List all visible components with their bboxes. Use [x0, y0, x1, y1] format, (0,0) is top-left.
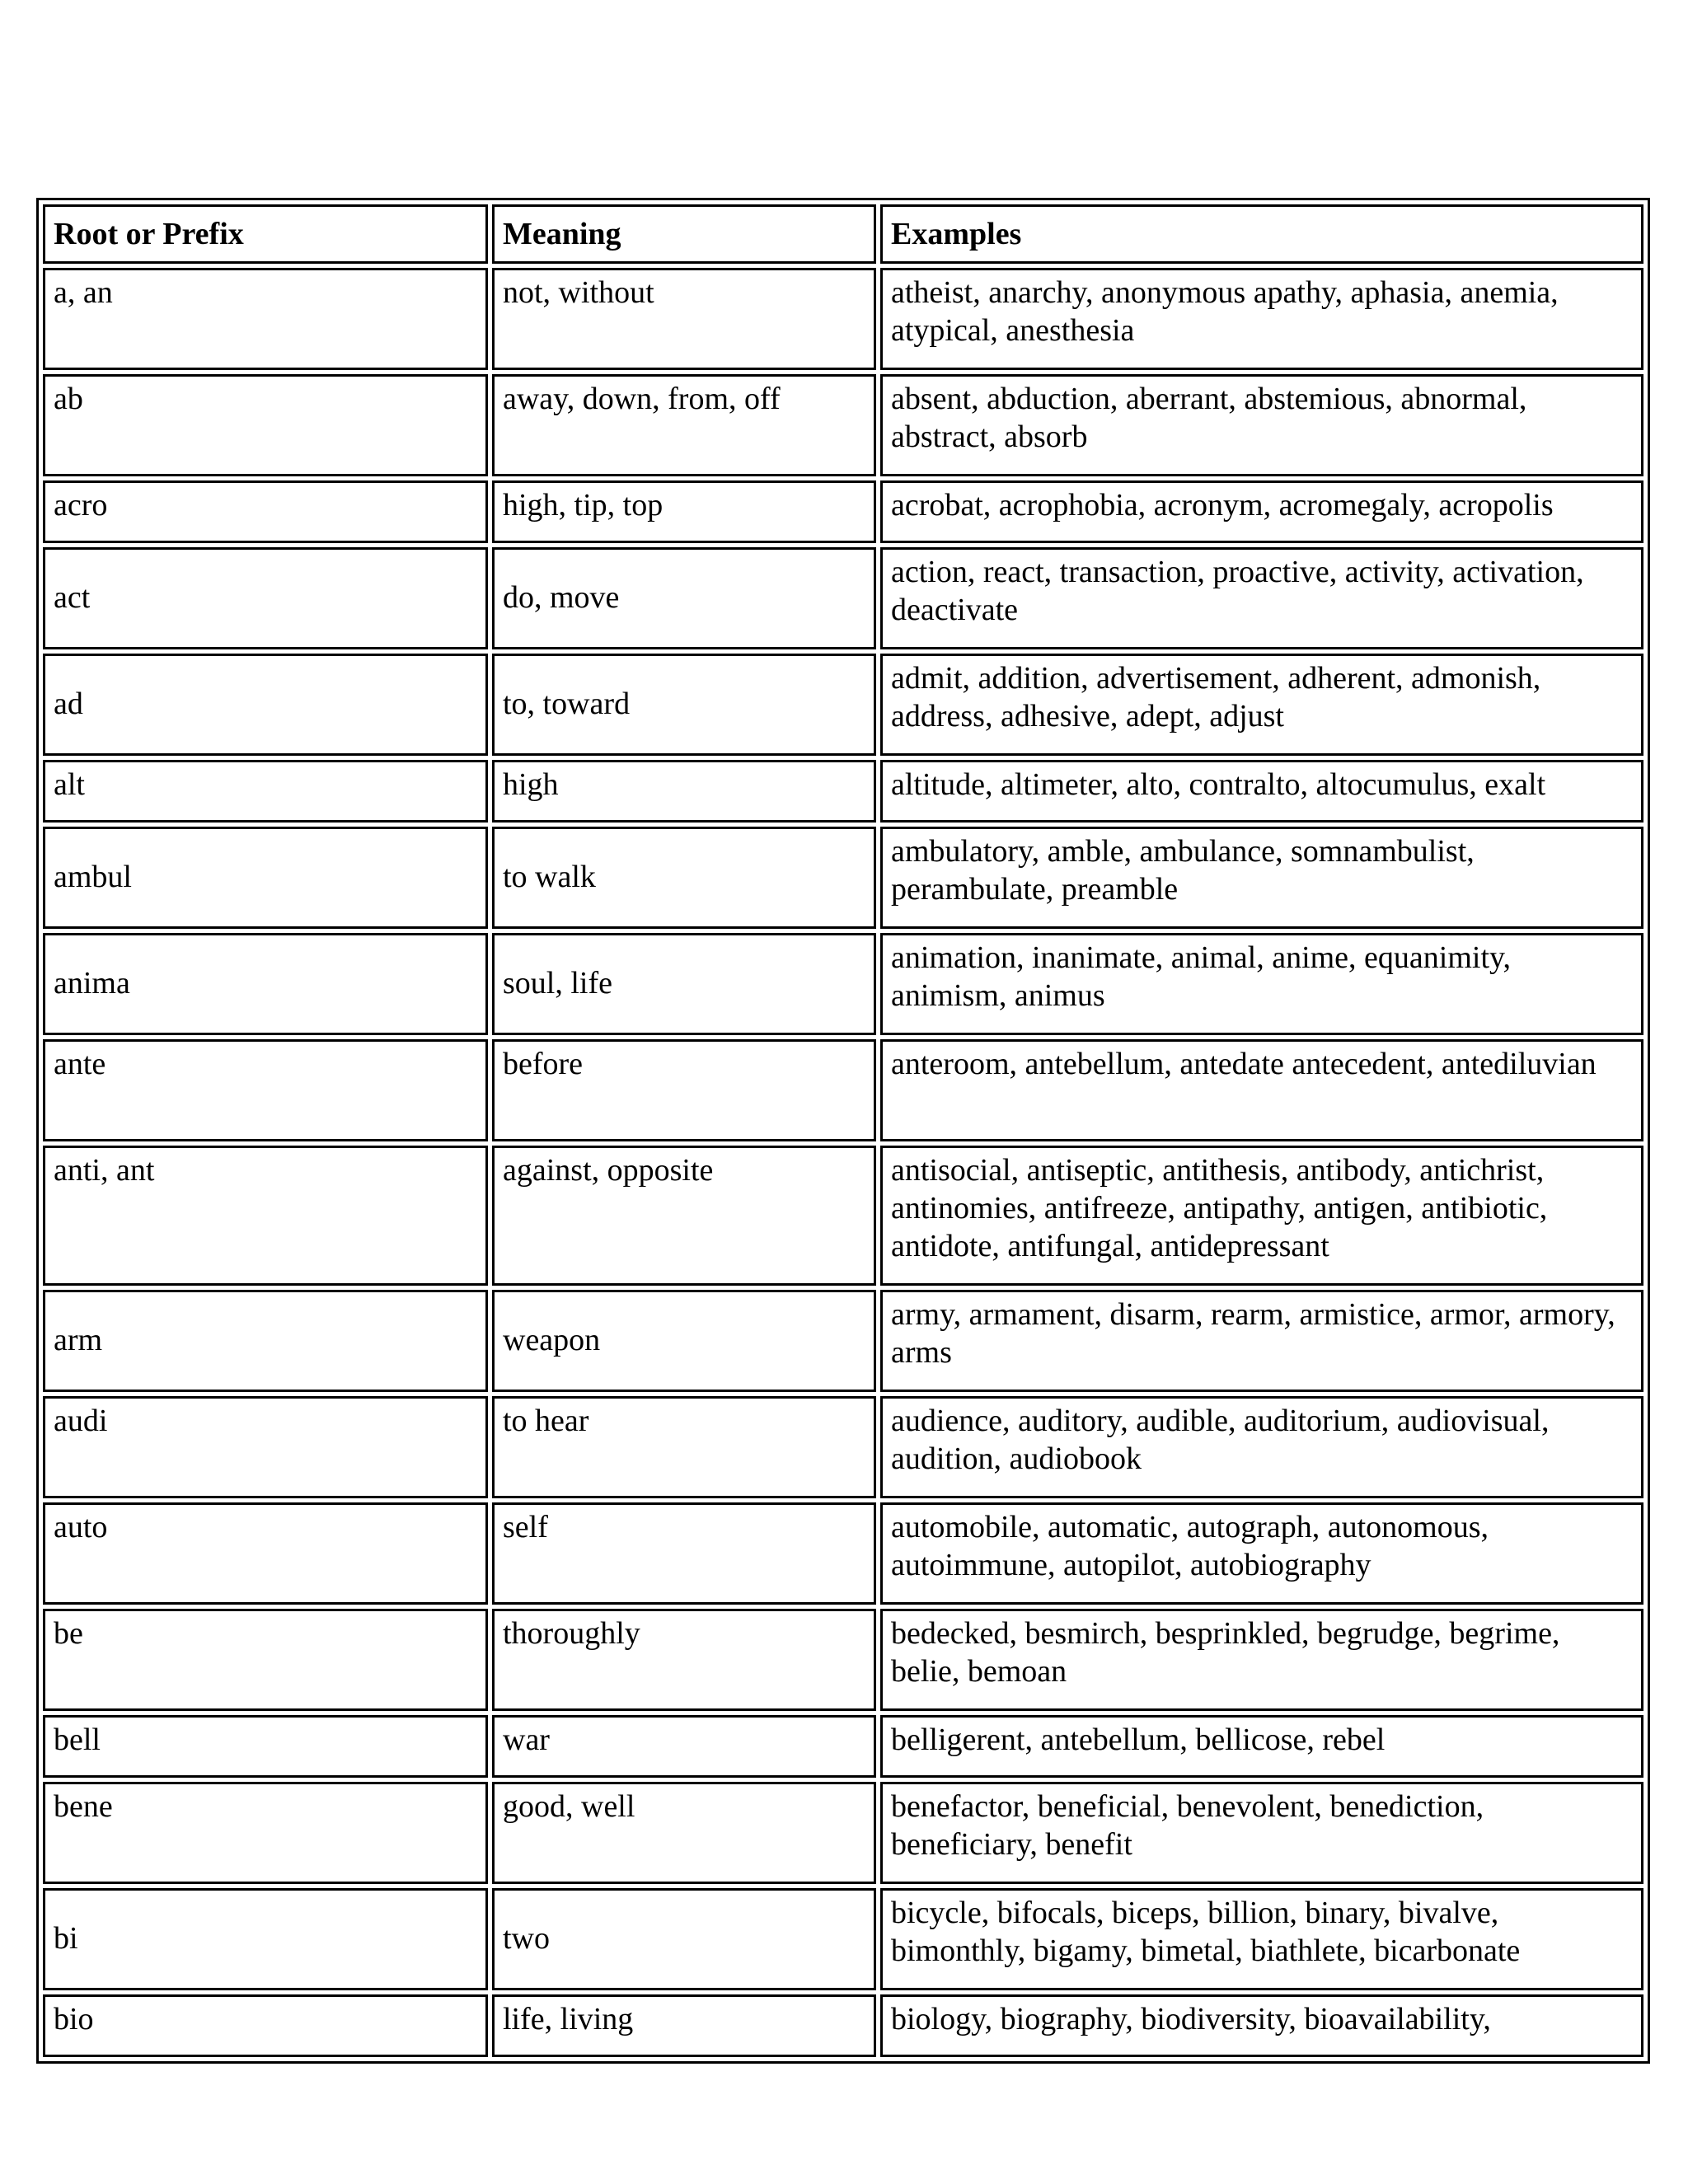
header-row	[43, 204, 1643, 264]
examples-cell: belligerent, antebellum, bellicose, rebel	[880, 1715, 1643, 1778]
meaning-cell: not, without	[492, 268, 876, 370]
header-root: Root or Prefix	[43, 204, 488, 264]
meaning-cell: to hear	[492, 1396, 876, 1498]
root-cell: auto	[43, 1502, 488, 1605]
header-meaning: Meaning	[492, 204, 876, 264]
table-row	[43, 1994, 1643, 2057]
root-cell: alt	[43, 760, 488, 823]
root-cell: ad	[43, 654, 488, 756]
meaning-cell: against, opposite	[492, 1146, 876, 1286]
examples-cell: action, react, transaction, proactive, activity, activation, deactivate	[880, 547, 1643, 649]
examples-cell: anteroom, antebellum, antedate antecedent, antediluvian	[880, 1039, 1643, 1141]
table-row	[43, 933, 1643, 1035]
root-cell: acro	[43, 480, 488, 543]
examples-cell: automobile, automatic, autograph, autonomous, autoimmune, autopilot, autobiography	[880, 1502, 1643, 1605]
table-row	[43, 760, 1643, 823]
meaning-cell: two	[492, 1888, 876, 1990]
examples-cell: bicycle, bifocals, biceps, billion, binary, bivalve, bimonthly, bigamy, bimetal, biathlete, bicarbonate	[880, 1888, 1643, 1990]
root-cell: act	[43, 547, 488, 649]
examples-cell: biology, biography, biodiversity, bioavailability,	[880, 1994, 1643, 2057]
examples-cell: acrobat, acrophobia, acronym, acromegaly, acropolis	[880, 480, 1643, 543]
meaning-cell: before	[492, 1039, 876, 1141]
examples-cell: army, armament, disarm, rearm, armistice, armor, armory, arms	[880, 1290, 1643, 1392]
table-row	[43, 547, 1643, 649]
meaning-cell: war	[492, 1715, 876, 1778]
meaning-cell: do, move	[492, 547, 876, 649]
root-cell: a, an	[43, 268, 488, 370]
meaning-cell: thoroughly	[492, 1609, 876, 1711]
table-row	[43, 480, 1643, 543]
root-cell: bio	[43, 1994, 488, 2057]
table-row	[43, 268, 1643, 370]
root-cell: arm	[43, 1290, 488, 1392]
meaning-cell: to walk	[492, 827, 876, 929]
examples-cell: antisocial, antiseptic, antithesis, antibody, antichrist, antinomies, antifreeze, antipathy, antigen, antibiotic, antidote, antifungal, antidepressant	[880, 1146, 1643, 1286]
root-cell: ab	[43, 374, 488, 476]
examples-cell: audience, auditory, audible, auditorium, audiovisual, audition, audiobook	[880, 1396, 1643, 1498]
table-row	[43, 1609, 1643, 1711]
examples-cell: absent, abduction, aberrant, abstemious, abnormal, abstract, absorb	[880, 374, 1643, 476]
examples-cell: benefactor, beneficial, benevolent, benediction, beneficiary, benefit	[880, 1782, 1643, 1884]
table-row	[43, 1502, 1643, 1605]
meaning-cell: high, tip, top	[492, 480, 876, 543]
meaning-cell: to, toward	[492, 654, 876, 756]
table-row	[43, 374, 1643, 476]
examples-cell: atheist, anarchy, anonymous apathy, aphasia, anemia, atypical, anesthesia	[880, 268, 1643, 370]
meaning-cell: self	[492, 1502, 876, 1605]
meaning-cell: high	[492, 760, 876, 823]
table-row	[43, 1146, 1643, 1286]
root-cell: bene	[43, 1782, 488, 1884]
examples-cell: ambulatory, amble, ambulance, somnambulist, perambulate, preamble	[880, 827, 1643, 929]
table-row	[43, 827, 1643, 929]
table-row	[43, 1290, 1643, 1392]
roots-prefixes-table	[36, 198, 1650, 2064]
meaning-cell: weapon	[492, 1290, 876, 1392]
root-cell: be	[43, 1609, 488, 1711]
meaning-cell: life, living	[492, 1994, 876, 2057]
meaning-cell: soul, life	[492, 933, 876, 1035]
table-row	[43, 1782, 1643, 1884]
root-cell: ante	[43, 1039, 488, 1141]
root-cell: bi	[43, 1888, 488, 1990]
table-row	[43, 1715, 1643, 1778]
table-row	[43, 1039, 1643, 1141]
examples-cell: altitude, altimeter, alto, contralto, altocumulus, exalt	[880, 760, 1643, 823]
root-cell: ambul	[43, 827, 488, 929]
meaning-cell: good, well	[492, 1782, 876, 1884]
examples-cell: admit, addition, advertisement, adherent, admonish, address, adhesive, adept, adjust	[880, 654, 1643, 756]
table-row	[43, 1888, 1643, 1990]
header-examples: Examples	[880, 204, 1643, 264]
meaning-cell: away, down, from, off	[492, 374, 876, 476]
root-cell: anima	[43, 933, 488, 1035]
root-cell: bell	[43, 1715, 488, 1778]
examples-cell: animation, inanimate, animal, anime, equanimity, animism, animus	[880, 933, 1643, 1035]
table-row	[43, 654, 1643, 756]
root-cell: anti, ant	[43, 1146, 488, 1286]
examples-cell: bedecked, besmirch, besprinkled, begrudge, begrime, belie, bemoan	[880, 1609, 1643, 1711]
root-cell: audi	[43, 1396, 488, 1498]
table-row	[43, 1396, 1643, 1498]
